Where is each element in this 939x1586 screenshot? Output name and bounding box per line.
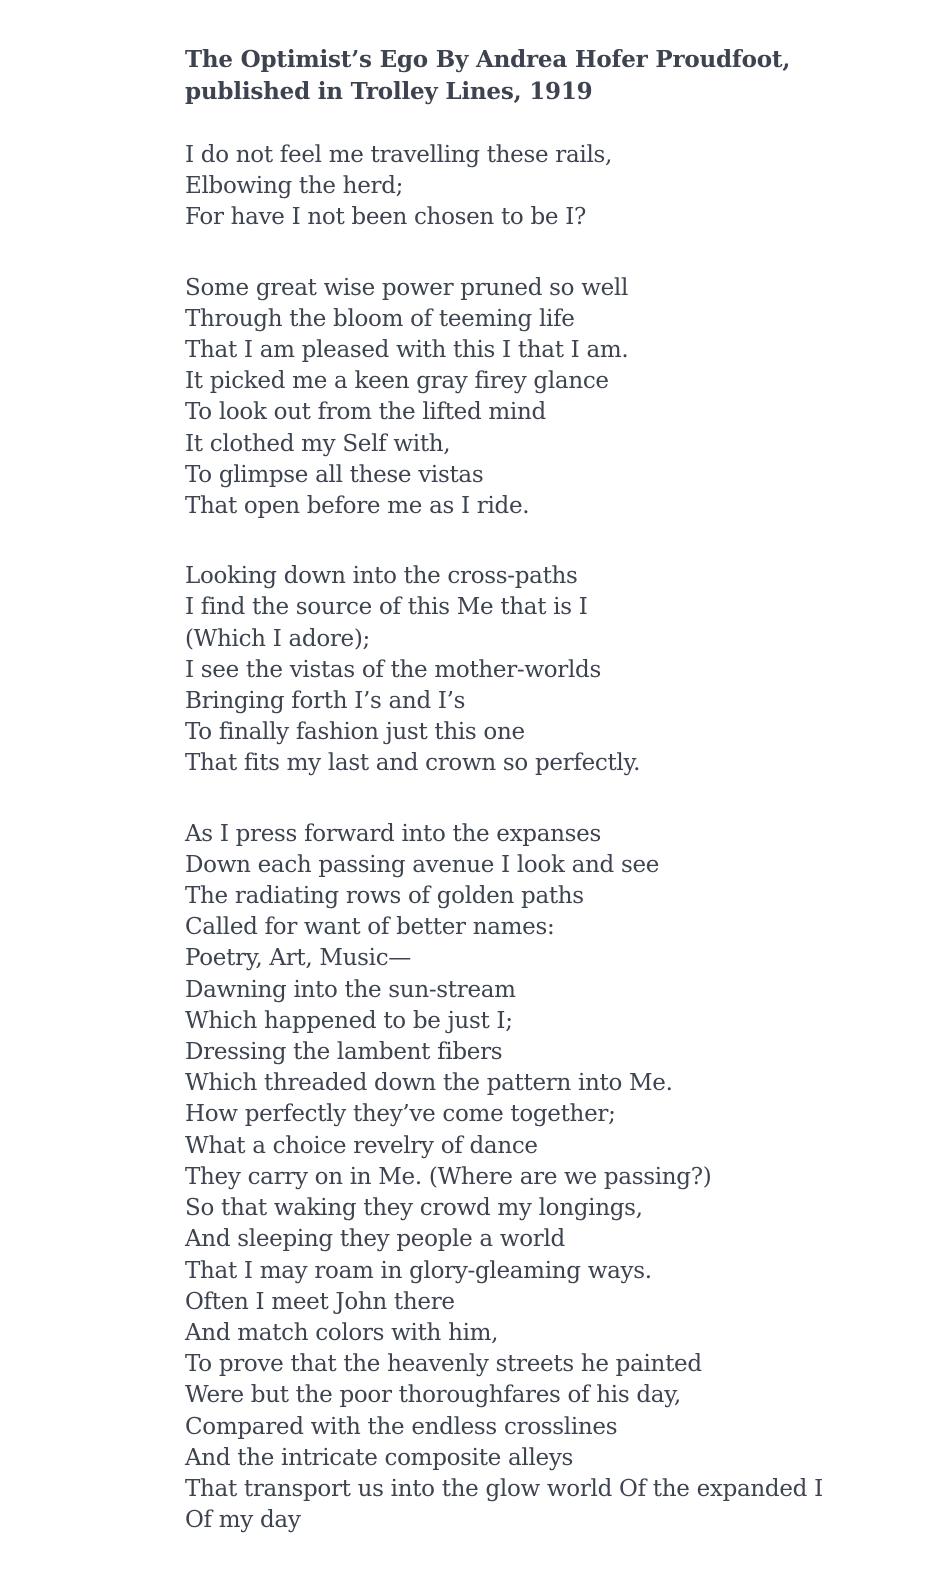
poem-line: That I am pleased with this I that I am. bbox=[185, 337, 629, 364]
poem-line: And match colors with him, bbox=[185, 1319, 499, 1346]
poem-line: That transport us into the glow world Of the expanded I bbox=[185, 1475, 823, 1502]
stanza-4 bbox=[185, 819, 925, 1537]
poem-line: Looking down into the cross-paths bbox=[185, 563, 578, 590]
poem-line: As I press forward into the expanses bbox=[185, 820, 601, 847]
poem-line: It clothed my Self with, bbox=[185, 430, 451, 457]
poem-line: Elbowing the herd; bbox=[185, 173, 404, 200]
poem-line: How perfectly they’ve come together; bbox=[185, 1101, 616, 1128]
stanza-3 bbox=[185, 561, 925, 779]
title-line: The Optimist’s Ego By Andrea Hofer Proudfoot, bbox=[185, 46, 791, 73]
poem-line: To glimpse all these vistas bbox=[185, 461, 484, 488]
poem-line: Poetry, Art, Music— bbox=[185, 945, 411, 972]
poem-line: I find the source of this Me that is I bbox=[185, 594, 588, 621]
poem-line: It picked me a keen gray firey glance bbox=[185, 368, 609, 395]
poem-line: Of my day bbox=[185, 1507, 301, 1534]
poem-line: Bringing forth I’s and I’s bbox=[185, 688, 466, 715]
poem-line: Down each passing avenue I look and see bbox=[185, 851, 660, 878]
poem-line: So that waking they crowd my longings, bbox=[185, 1195, 643, 1222]
poem-line: Through the bloom of teeming life bbox=[185, 305, 575, 332]
poem-line: Dawning into the sun-stream bbox=[185, 976, 516, 1003]
title-subline: published in Trolley Lines, 1919 bbox=[185, 78, 593, 105]
poem-line: (Which I adore); bbox=[185, 625, 370, 652]
poem-line: That I may roam in glory-gleaming ways. bbox=[185, 1257, 652, 1284]
poem-line: I see the vistas of the mother-worlds bbox=[185, 656, 601, 683]
poem-line: To look out from the lifted mind bbox=[185, 399, 546, 426]
poem-line: Called for want of better names: bbox=[185, 914, 555, 941]
poem-line: That fits my last and crown so perfectly. bbox=[185, 750, 641, 777]
poem-line: Were but the poor thoroughfares of his day, bbox=[185, 1382, 681, 1409]
poem-line: Often I meet John there bbox=[185, 1288, 455, 1315]
poem-line: For have I not been chosen to be I? bbox=[185, 204, 587, 231]
stanza-1 bbox=[185, 140, 925, 234]
poem-line: They carry on in Me. (Where are we passing?) bbox=[185, 1163, 712, 1190]
poem-line: And sleeping they people a world bbox=[185, 1226, 565, 1253]
poem-line: And the intricate composite alleys bbox=[185, 1444, 574, 1471]
poem-line: I do not feel me travelling these rails, bbox=[185, 142, 613, 168]
poem-line: That open before me as I ride. bbox=[185, 493, 530, 520]
poem-line: To prove that the heavenly streets he painted bbox=[185, 1351, 702, 1378]
poem-line: Compared with the endless crosslines bbox=[185, 1413, 618, 1440]
poem-line: Dressing the lambent fibers bbox=[185, 1039, 503, 1066]
poem-line: To finally fashion just this one bbox=[185, 719, 525, 746]
poem-line: The radiating rows of golden paths bbox=[185, 883, 584, 910]
poem-line: Some great wise power pruned so well bbox=[185, 274, 629, 301]
poem-line: What a choice revelry of dance bbox=[185, 1132, 538, 1159]
poem bbox=[185, 44, 925, 1536]
poem-line: Which threaded down the pattern into Me. bbox=[185, 1070, 673, 1097]
stanza-2 bbox=[185, 273, 925, 523]
poem-line: Which happened to be just I; bbox=[185, 1007, 513, 1034]
poem-title bbox=[185, 44, 925, 108]
